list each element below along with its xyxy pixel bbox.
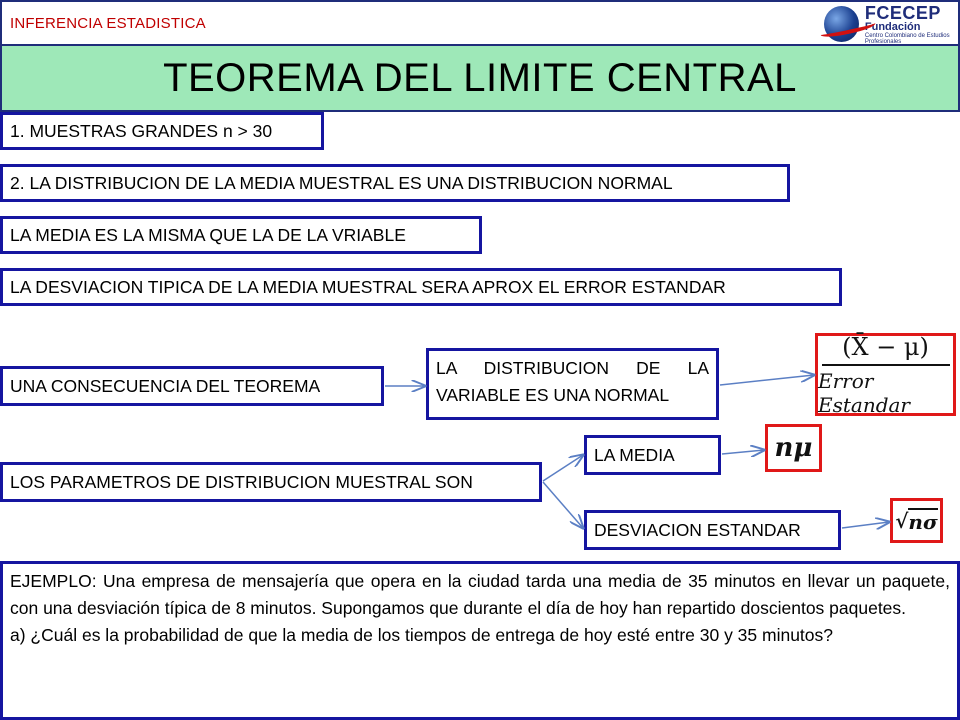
example-question: a) ¿Cuál es la probabilidad de que la media de los tiempos de entrega de hoy esté entre 30 y 35 minutos? [10,625,834,646]
globe-logo-icon [824,6,859,42]
formula-denominator: Error Estandar [818,368,910,417]
course-label: INFERENCIA ESTADISTICA [10,15,206,32]
arrow-mean-to-formula [722,450,764,454]
point-same-mean: LA MEDIA ES LA MISMA QUE LA DE LA VRIABLE [0,216,482,254]
sd-box: DESVIACION ESTANDAR [584,510,841,550]
point-standard-error: LA DESVIACION TIPICA DE LA MEDIA MUESTRAL SERA APROX EL ERROR ESTANDAR [0,268,842,306]
fraction-bar [822,364,950,366]
header-bar [0,0,960,46]
mean-box: LA MEDIA [584,435,721,475]
normal-variable-box: LA DISTRIBUCION DE LA VARIABLE ES UNA NORMAL [426,348,719,420]
sqrt-icon: √ [895,508,909,533]
mean-formula-box [765,424,822,472]
example-box [0,561,960,720]
slide-title: TEOREMA DEL LIMITE CENTRAL [163,55,797,100]
sd-formula: nσ [908,509,938,534]
mean-formula: nμ [774,433,813,463]
arrow-sd-to-formula [842,522,889,528]
point-normal-distribution: 2. LA DISTRIBUCION DE LA MEDIA MUESTRAL ES UNA DISTRIBUCION NORMAL [0,164,790,202]
sd-formula-box [890,498,943,543]
fcecep-logo [824,4,958,44]
consequence-box: UNA CONSECUENCIA DEL TEOREMA [0,366,384,406]
formula-numerator: (X̄ − μ) [842,332,929,361]
parameters-box: LOS PARAMETROS DE DISTRIBUCION MUESTRAL SON [0,462,542,502]
example-statement: EJEMPLO: Una empresa de mensajería que opera en la ciudad tarda una media de 35 minutos en llevar un paquete, con una desviación típica de 8 minutos. Supongamos que durante el día de hoy han repartido doscientos paquetes. [10,571,950,619]
point-large-samples: 1. MUESTRAS GRANDES n > 30 [0,112,324,150]
arrow-normal-to-formula [720,375,814,385]
arrow-parameters-to-mean [543,455,583,481]
z-formula-box [815,333,956,416]
logo-brand: FCECEP [864,2,941,23]
title-bar [0,46,960,112]
logo-small: Centro Colombiano de Estudios Profesionales [864,32,950,45]
arrow-parameters-to-sd [543,482,583,528]
logo-sub: Fundación [864,20,921,33]
